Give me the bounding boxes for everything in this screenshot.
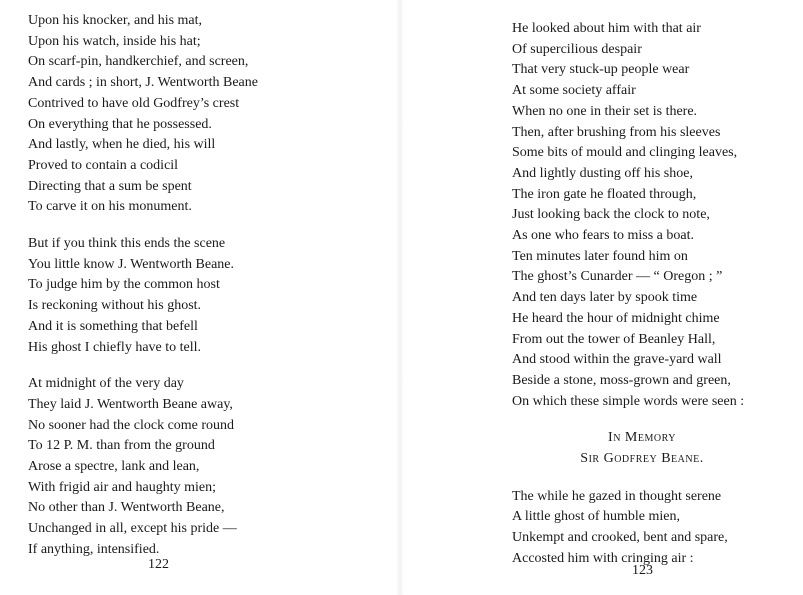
poem-line: And it is something that befell <box>28 318 198 334</box>
poem-line: Accosted him with cringing air : <box>512 550 694 566</box>
poem-line: On everything that he possessed. <box>28 116 212 132</box>
poem-line: As one who fears to miss a boat. <box>512 228 694 244</box>
stanza <box>28 11 258 218</box>
poem-line: They laid J. Wentworth Beane away, <box>28 396 233 412</box>
poem-line: And ten days later by spook time <box>512 290 698 306</box>
poem-text-left <box>28 11 258 577</box>
poem-line: A little ghost of humble mien, <box>512 509 680 525</box>
poem-line: You little know J. Wentworth Beane. <box>28 256 235 272</box>
page-number-left: 122 <box>148 557 169 572</box>
page-number-right: 123 <box>632 563 653 578</box>
poem-line: That very stuck-up people wear <box>512 62 690 78</box>
poem-line: The ghost’s Cunarder — “ Oregon ; ” <box>512 269 723 285</box>
epitaph-line: In Memory <box>608 430 676 446</box>
poem-line: He heard the hour of midnight chime <box>512 310 720 326</box>
poem-line: On scarf-pin, handkerchief, and screen, <box>28 54 249 70</box>
epitaph-line: Sir Godfrey Beane. <box>580 451 704 467</box>
poem-line: Proved to contain a codicil <box>28 157 179 173</box>
poem-line: Just looking back the clock to note, <box>512 207 710 223</box>
poem-line: Unchanged in all, except his pride — <box>28 521 237 537</box>
poem-line: On which these simple words were seen : <box>512 393 745 409</box>
poem-line: Ten minutes later found him on <box>512 248 688 264</box>
poem-line: The while he gazed in thought serene <box>512 488 722 504</box>
stanza <box>28 234 258 358</box>
left-page <box>0 0 400 595</box>
stanza <box>28 374 258 560</box>
poem-line: And stood within the grave-yard wall <box>512 352 722 368</box>
poem-line: Unkempt and crooked, bent and spare, <box>512 530 728 546</box>
poem-line: Is reckoning without his ghost. <box>28 298 202 314</box>
right-page <box>400 0 803 595</box>
poem-line: Beside a stone, moss-grown and green, <box>512 372 731 388</box>
epitaph <box>512 428 772 469</box>
poem-line: But if you think this ends the scene <box>28 236 226 252</box>
poem-line: At some society affair <box>512 83 636 99</box>
poem-line: Upon his knocker, and his mat, <box>28 13 203 28</box>
poem-line: When no one in their set is there. <box>512 103 698 119</box>
poem-line: From out the tower of Beanley Hall, <box>512 331 716 347</box>
poem-line: And lastly, when he died, his will <box>28 137 216 153</box>
poem-line: The iron gate he floated through, <box>512 186 697 202</box>
poem-line: Some bits of mould and clinging leaves, <box>512 145 738 161</box>
poem-line: To carve it on his monument. <box>28 199 192 215</box>
stanza <box>512 19 772 412</box>
poem-line: His ghost I chiefly have to tell. <box>28 339 202 355</box>
poem-line: Directing that a sum be spent <box>28 178 192 194</box>
poem-line: With frigid air and haughty mien; <box>28 479 217 495</box>
stanza <box>512 487 772 570</box>
poem-line: Contrived to have old Godfrey’s crest <box>28 95 240 111</box>
poem-line: Of supercilious despair <box>512 41 642 57</box>
poem-line: At midnight of the very day <box>28 376 184 392</box>
poem-line: He looked about him with that air <box>512 21 701 36</box>
poem-line: And cards ; in short, J. Wentworth Beane <box>28 75 258 91</box>
poem-line: And lightly dusting off his shoe, <box>512 165 693 181</box>
poem-line: Then, after brushing from his sleeves <box>512 124 721 140</box>
poem-line: No other than J. Wentworth Beane, <box>28 500 225 516</box>
poem-line: To judge him by the common host <box>28 277 220 293</box>
poem-line: Upon his watch, inside his hat; <box>28 33 201 49</box>
poem-line: If anything, intensified. <box>28 541 160 557</box>
poem-line: To 12 P. M. than from the ground <box>28 438 215 454</box>
poem-line: No sooner had the clock come round <box>28 417 235 433</box>
poem-line: Arose a spectre, lank and lean, <box>28 459 200 475</box>
poem-text-right <box>512 19 772 586</box>
